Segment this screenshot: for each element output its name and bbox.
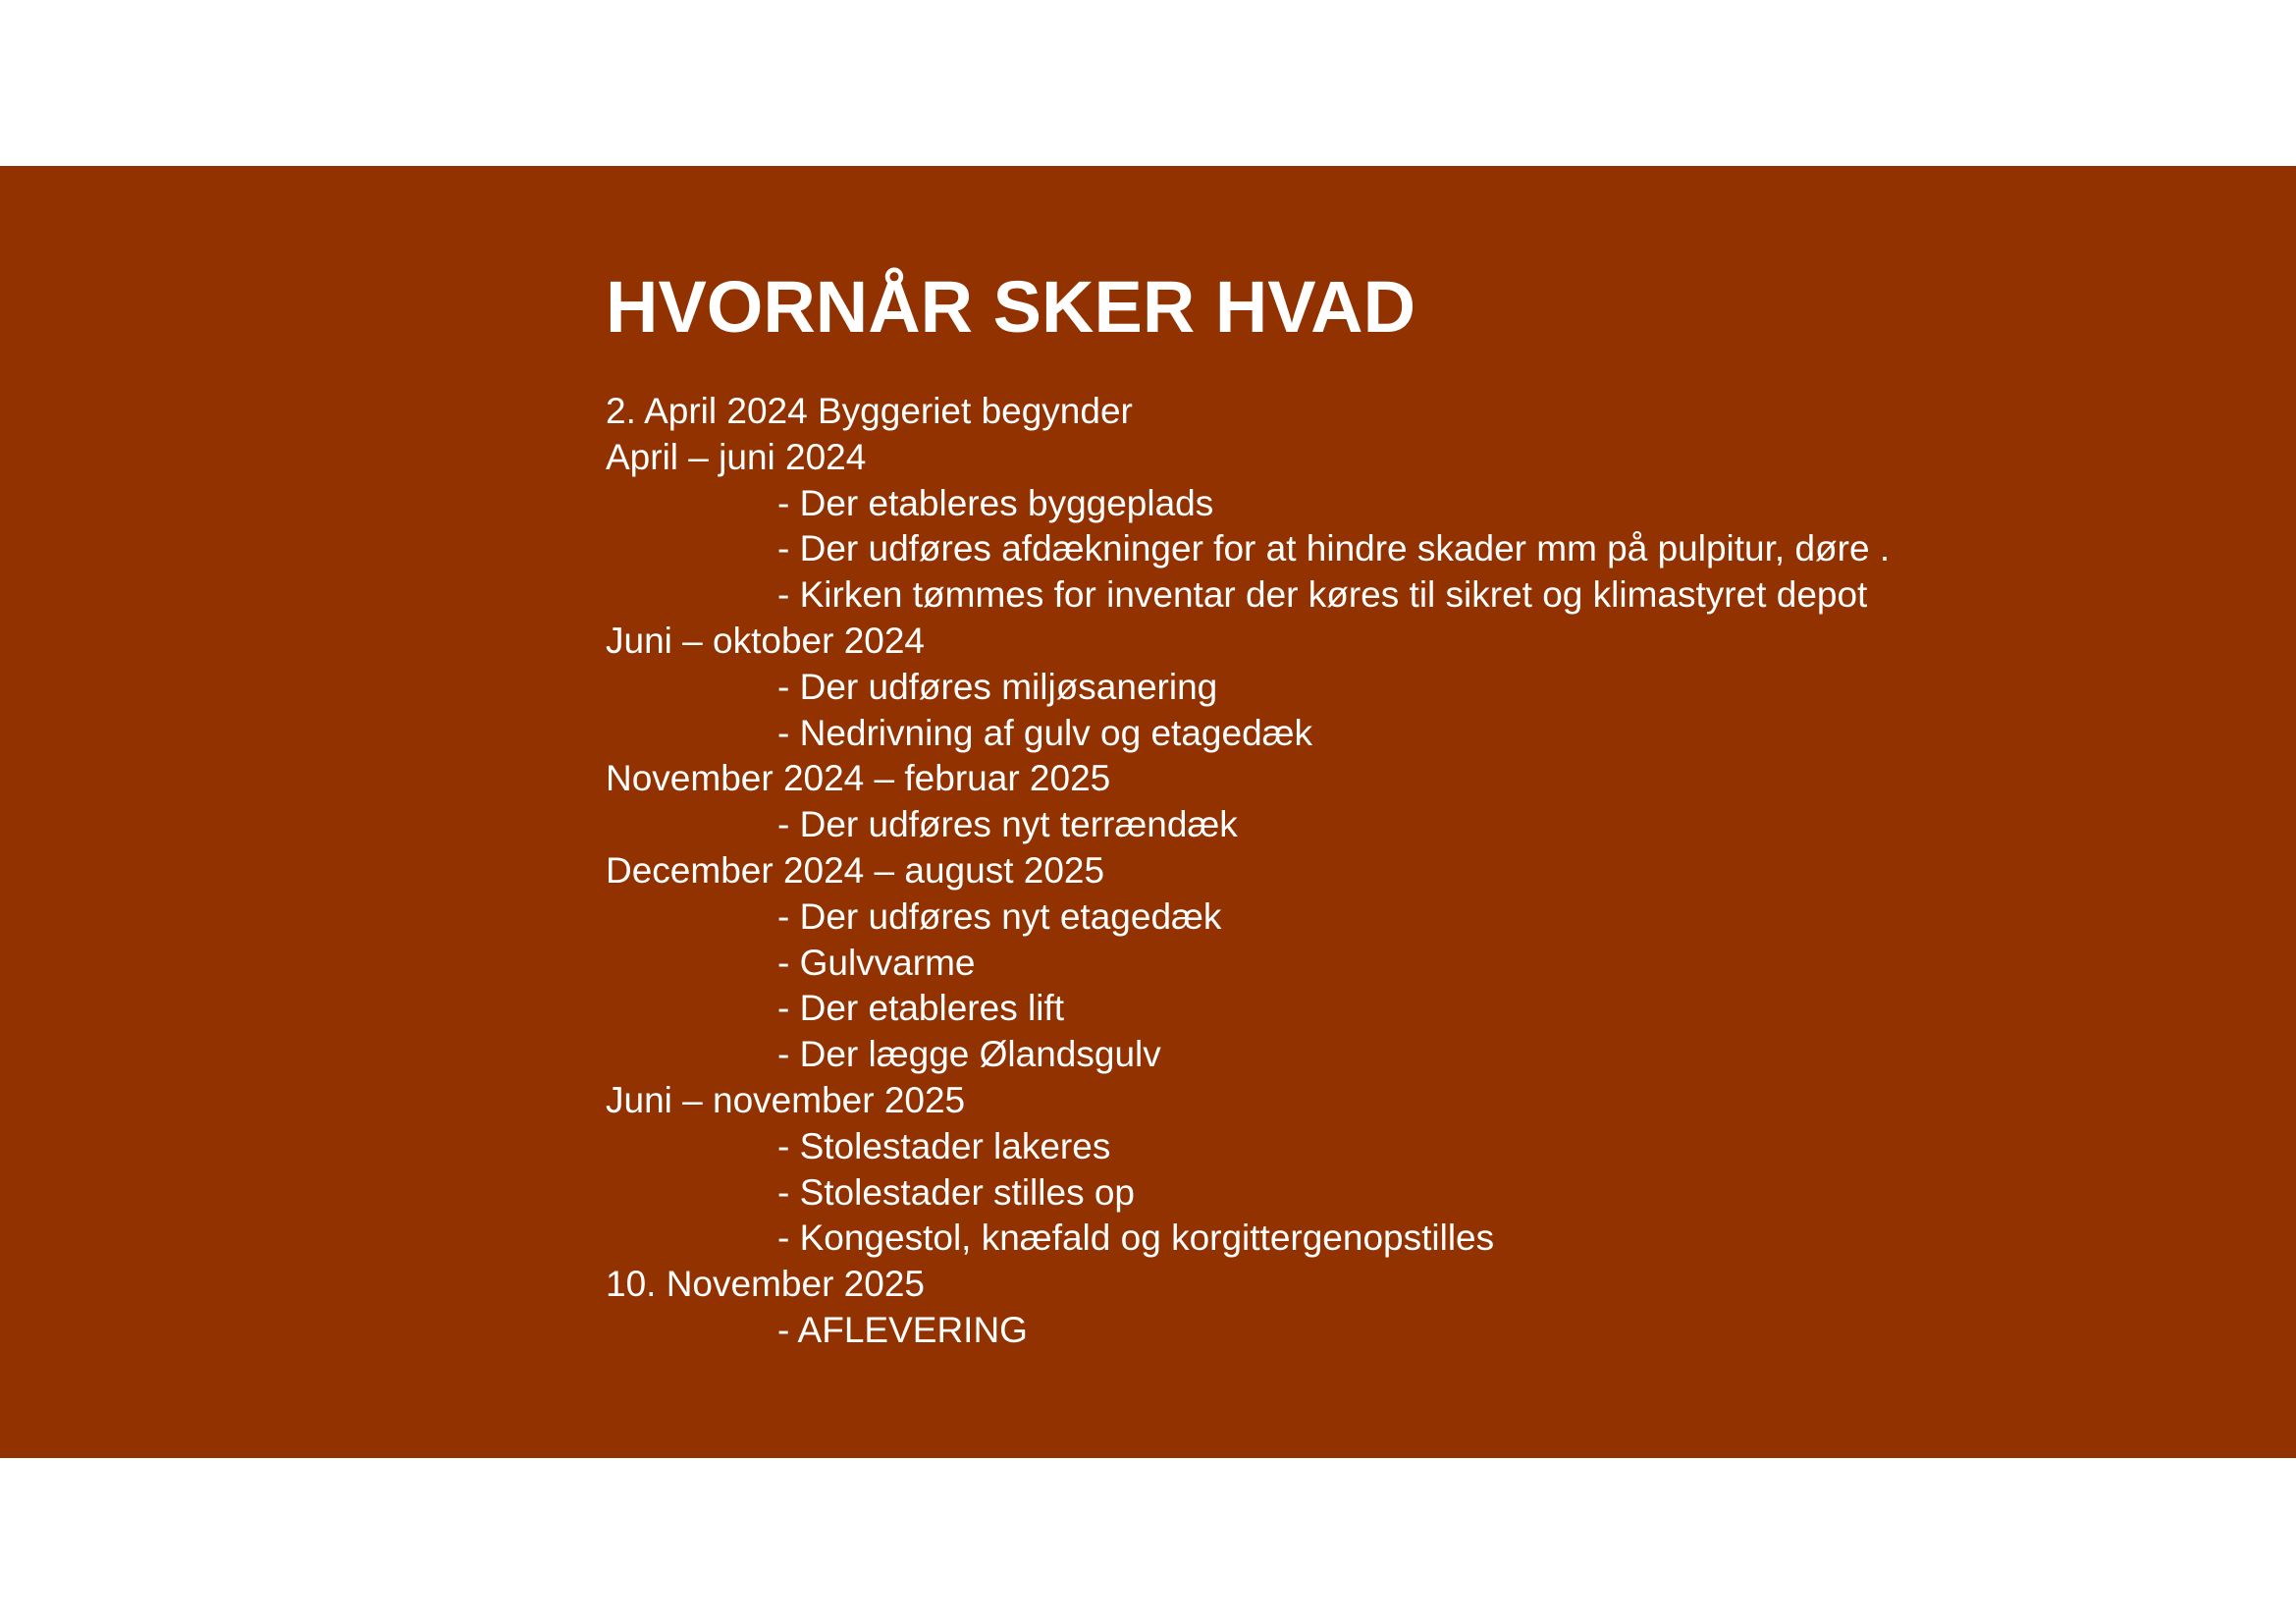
timeline-task: - Der udføres nyt terrændæk	[777, 804, 1238, 845]
timeline-line: 2. April 2024 Byggeriet begynder	[606, 391, 1133, 431]
timeline-period: December 2024 – august 2025	[606, 849, 1105, 891]
timeline-task: - Stolestader lakeres	[777, 1125, 1111, 1166]
timeline-task: - Der lægge Ølandsgulv	[777, 1034, 1161, 1075]
timeline-task: - AFLEVERING	[777, 1309, 1028, 1350]
timeline-period: Juni – november 2025	[606, 1079, 966, 1120]
timeline-task: - Der udføres miljøsanering	[777, 666, 1218, 707]
timeline-task: - Der etableres lift	[777, 988, 1064, 1029]
timeline-list	[606, 389, 1890, 1354]
timeline-period: 10. November 2025	[606, 1264, 925, 1305]
slide-content	[606, 263, 1890, 1354]
timeline-task: - Der udføres nyt etagedæk	[777, 895, 1222, 937]
timeline-task: - Der udføres afdækninger for at hindre skader mm på pulpitur, døre .	[777, 528, 1891, 569]
timeline-task: - Gulvvarme	[777, 942, 976, 983]
timeline-task: - Kongestol, knæfald og korgittergenopstilles	[777, 1218, 1495, 1259]
timeline-period: April – juni 2024	[606, 436, 867, 477]
timeline-task: - Kirken tømmes for inventar der køres til sikret og klimastyret depot	[777, 574, 1868, 616]
timeline-task: - Nedrivning af gulv og etagedæk	[777, 712, 1313, 753]
timeline-period: November 2024 – februar 2025	[606, 758, 1111, 799]
timeline-task: - Der etableres byggeplads	[777, 482, 1214, 523]
slide-title: HVORNÅR SKER HVAD	[606, 266, 1416, 348]
timeline-task: - Stolestader stilles op	[777, 1171, 1136, 1213]
timeline-period: Juni – oktober 2024	[606, 620, 926, 661]
